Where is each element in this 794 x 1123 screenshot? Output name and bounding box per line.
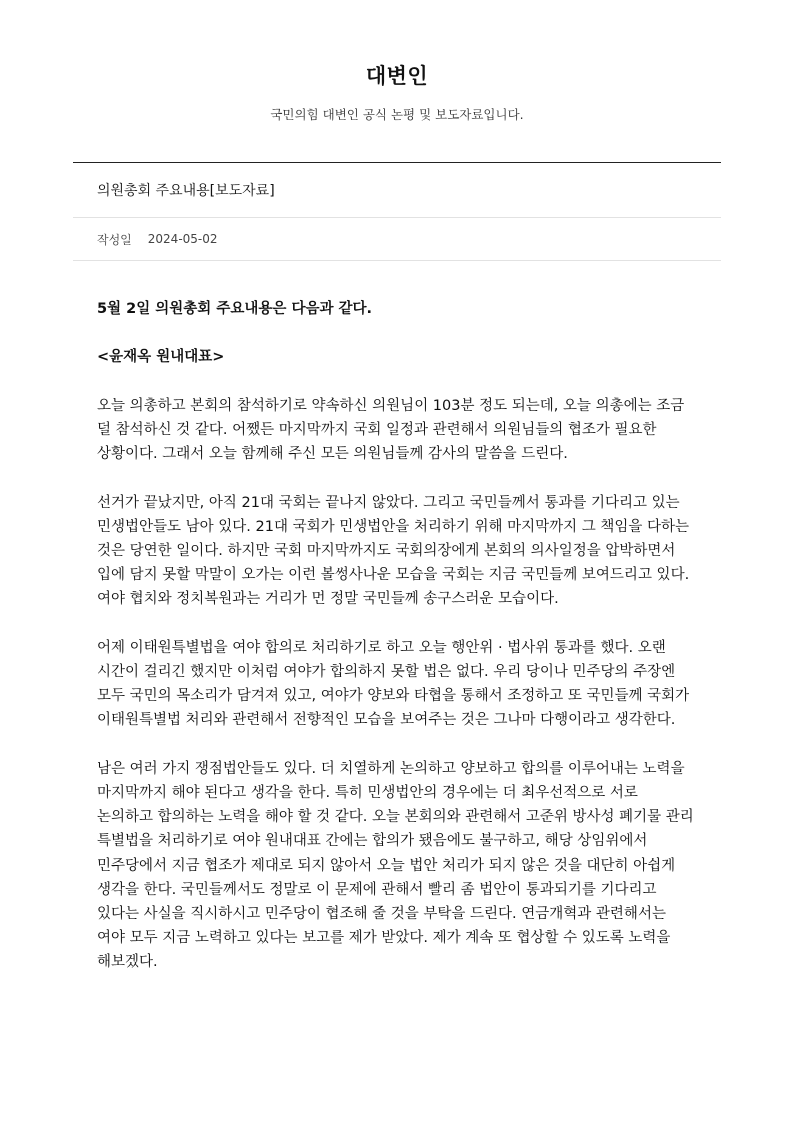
body-paragraph: 오늘 의총하고 본회의 참석하기로 약속하신 의원님이 103분 정도 되는데, 오늘 의총에는 조금 덜 참석하신 것 같다. 어쨌든 마지막까지 국회 일정과 관련해서 의원님들의 협조가 필요한 상황이다. 그래서 오늘 함께해 주신 모든 의원님들께 감사의 말씀을 드린다. (97, 397, 685, 463)
article-title: 의원총회 주요내용[보도자료] (97, 183, 275, 199)
article-body (73, 261, 721, 975)
site-header (0, 0, 794, 124)
speaker-heading: <윤재옥 원내대표> (97, 349, 225, 366)
body-paragraph: 남은 여러 가지 쟁점법안들도 있다. 더 치열하게 논의하고 양보하고 합의를 이루어내는 노력을 마지막까지 해야 된다고 생각을 한다. 특히 민생법안의 경우에는 더 최우선적으로 서로 논의하고 합의하는 노력을 해야 할 것 같다. 오늘 본회의와 관련해서 고준위 방사성 폐기물 관리 특별법을 처리하기로 여야 원내대표 간에는 합의가 됐음에도 불구하고, 해당 상임위에서 민주당에서 지금 협조가 제대로 되지 않아서 오늘 법안 처리가 되지 않은 것을 대단히 아쉽게 생각을 한다. 국민들께서도 정말로 이 문제에 관해서 빨리 좀 법안이 통과되기를 기다리고 있다는 사실을 직시하시고 민주당이 협조해 줄 것을 부탁을 드린다. 연금개혁과 관련해서는 여야 모두 지금 노력하고 있다는 보고를 제가 받았다. 제가 계속 또 협상할 수 있도록 노력을 해보겠다. (97, 760, 694, 971)
site-title: 대변인 (365, 64, 429, 88)
article-meta (73, 218, 721, 261)
body-paragraph: 선거가 끝났지만, 아직 21대 국회는 끝나지 않았다. 그리고 국민들께서 통과를 기다리고 있는 민생법안들도 남아 있다. 21대 국회가 민생법안을 처리하기 위해 마지막까지 그 책임을 다하는 것은 당연한 일이다. 하지만 국회 마지막까지도 국회의장에게 본회의 의사일정을 압박하면서 입에 담지 못할 막말이 오가는 이런 볼썽사나운 모습을 국회는 지금 국민들께 보여드리고 있다. 여야 협치와 정치복원과는 거리가 먼 정말 국민들께 송구스러운 모습이다. (97, 494, 690, 608)
publish-date: 2024-05-02 (147, 232, 218, 246)
body-paragraph: 어제 이태원특별법을 여야 합의로 처리하기로 하고 오늘 행안위 · 법사위 통과를 했다. 오랜 시간이 걸리긴 했지만 이처럼 여야가 합의하지 못할 법은 없다. 우리 당이나 민주당의 주장엔 모두 국민의 목소리가 담겨져 있고, 여야가 양보와 타협을 통해서 조정하고 또 국민들께 국회가 이태원특별법 처리와 관련해서 전향적인 모습을 보여주는 것은 그나마 다행이라고 생각한다. (97, 639, 690, 729)
article (73, 162, 721, 999)
article-title-row (73, 162, 721, 218)
article-heading: 5월 2일 의원총회 주요내용은 다음과 같다. (97, 301, 373, 317)
site-subtitle: 국민의힘 대변인 공식 논평 및 보도자료입니다. (270, 107, 524, 122)
date-label: 작성일 (97, 232, 132, 247)
